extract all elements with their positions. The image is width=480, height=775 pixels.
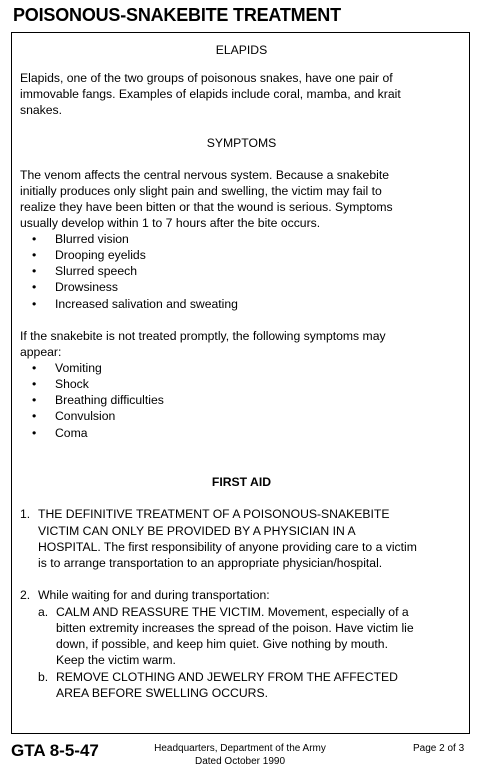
elapids-line-2: immovable fangs. Examples of elapids include coral, mamba, and krait xyxy=(20,87,401,101)
list-item-text: Drowsiness xyxy=(55,280,118,294)
bullet: • xyxy=(32,361,37,375)
symptoms-heading: SYMPTOMS xyxy=(206,136,277,150)
bullet: • xyxy=(32,232,37,246)
list-item-text: Increased salivation and sweating xyxy=(55,297,238,311)
page-number: Page 2 of 3 xyxy=(413,743,465,754)
first-aid-item-1-line-1: THE DEFINITIVE TREATMENT OF A POISONOUS-SNAKEBITE xyxy=(38,507,390,521)
elapids-heading: ELAPIDS xyxy=(215,43,268,57)
first-aid-sub-a-line-4: Keep the victim warm. xyxy=(56,653,176,667)
first-aid-sub-a-letter: a. xyxy=(38,605,49,619)
elapids-line-1: Elapids, one of the two groups of poisonous snakes, have one pair of xyxy=(20,71,393,85)
first-aid-sub-a-line-3: down, if possible, and keep him quiet. Give nothing by mouth. xyxy=(56,637,388,651)
symptoms-intro-line-2: initially produces only slight pain and swelling, the victim may fail to xyxy=(20,184,382,198)
page-title: POISONOUS-SNAKEBITE TREATMENT xyxy=(13,5,341,25)
list-item-text: Shock xyxy=(55,377,89,391)
list-item-text: Blurred vision xyxy=(55,232,129,246)
first-aid-heading: FIRST AID xyxy=(211,475,272,489)
bullet: • xyxy=(32,409,37,423)
symptoms-intro-line-4: usually develop within 1 to 7 hours after the bite occurs. xyxy=(20,216,321,230)
first-aid-sub-a-line-1: CALM AND REASSURE THE VICTIM. Movement, especially of a xyxy=(56,605,409,619)
footer-date: Dated October 1990 xyxy=(194,756,286,767)
first-aid-sub-b-line-2: AREA BEFORE SWELLING OCCURS. xyxy=(56,686,268,700)
first-aid-item-1-line-2: VICTIM CAN ONLY BE PROVIDED BY A PHYSICIAN IN A xyxy=(38,524,356,538)
bullet: • xyxy=(32,377,37,391)
bullet: • xyxy=(32,393,37,407)
content-box xyxy=(11,32,470,734)
bullet: • xyxy=(32,426,37,440)
bullet: • xyxy=(32,248,37,262)
first-aid-item-2-intro: While waiting for and during transportation: xyxy=(38,588,270,602)
symptoms-intro-line-3: realize they have been bitten or that the wound is serious. Symptoms xyxy=(20,200,393,214)
bullet: • xyxy=(32,297,37,311)
footer-headquarters: Headquarters, Department of the Army xyxy=(154,743,326,754)
document-code: GTA 8-5-47 xyxy=(11,741,99,760)
symptoms-intro-line-1: The venom affects the central nervous system. Because a snakebite xyxy=(20,168,389,182)
bullet: • xyxy=(32,264,37,278)
list-item-text: Drooping eyelids xyxy=(55,248,146,262)
first-aid-item-1-line-3: HOSPITAL. The first responsibility of anyone providing care to a victim xyxy=(38,540,417,554)
list-item-text: Convulsion xyxy=(55,409,116,423)
first-aid-item-1-number: 1. xyxy=(20,507,31,521)
list-item-text: Coma xyxy=(55,426,88,440)
first-aid-item-2-number: 2. xyxy=(20,588,31,602)
list-item-text: Breathing difficulties xyxy=(55,393,164,407)
untreated-line-2: appear: xyxy=(20,345,62,359)
first-aid-sub-a-line-2: bitten extremity increases the spread of the poison. Have victim lie xyxy=(56,621,414,635)
list-item-text: Slurred speech xyxy=(55,264,137,278)
bullet: • xyxy=(32,280,37,294)
elapids-line-3: snakes. xyxy=(20,103,63,117)
untreated-line-1: If the snakebite is not treated promptly, the following symptoms may xyxy=(20,329,386,343)
first-aid-sub-b-line-1: REMOVE CLOTHING AND JEWELRY FROM THE AFFECTED xyxy=(56,670,398,684)
list-item-text: Vomiting xyxy=(55,361,102,375)
first-aid-item-1-line-4: is to arrange transportation to an appropriate physician/hospital. xyxy=(38,556,383,570)
first-aid-sub-b-letter: b. xyxy=(38,670,49,684)
